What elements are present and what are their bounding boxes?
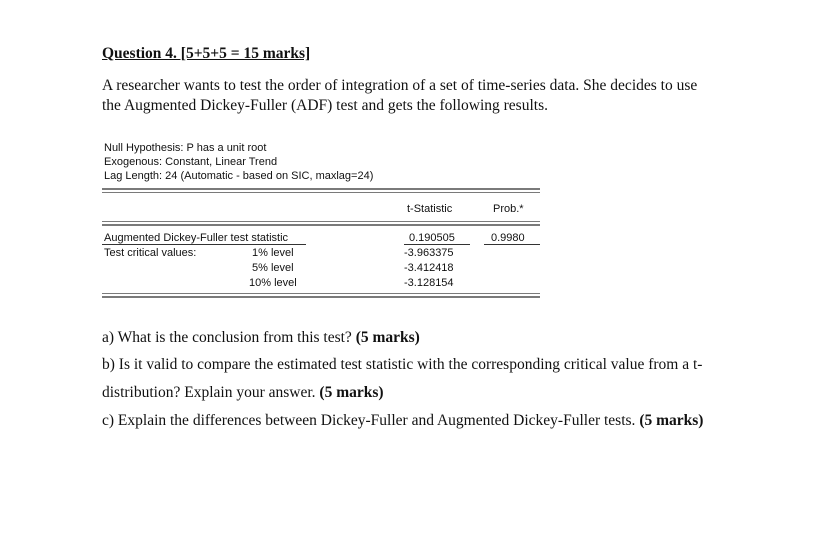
level-10pct-value: -3.128154 — [404, 277, 454, 289]
part-c-text: c) Explain the differences between Dickey-Fuller and Augmented Dickey-Fuller tests. — [102, 412, 640, 429]
part-a-text: a) What is the conclusion from this test? — [102, 329, 356, 346]
lag-length: Lag Length: 24 (Automatic - based on SIC, maxlag=24) — [104, 170, 374, 182]
table-rule-mid-1 — [102, 221, 540, 222]
part-b-line-1: b) Is it valid to compare the estimated test statistic with the corresponding critical value from a t- — [102, 356, 703, 373]
part-a-marks: (5 marks) — [355, 329, 420, 346]
intro-line-1: A researcher wants to test the order of integration of a set of time-series data. She decides to use — [102, 77, 698, 94]
adf-prob-underline — [484, 244, 540, 245]
col-header-prob: Prob.* — [493, 203, 524, 215]
table-rule-mid-2 — [102, 224, 540, 226]
part-c — [102, 412, 703, 430]
part-b-text: distribution? Explain your answer. — [102, 384, 320, 401]
adf-tstat-value: 0.190505 — [409, 232, 455, 244]
adf-stat-label: Augmented Dickey-Fuller test statistic — [104, 232, 289, 244]
part-c-marks: (5 marks) — [639, 412, 704, 429]
table-rule-top-1 — [102, 188, 540, 190]
adf-tstat-underline — [404, 244, 470, 245]
question-title: Question 4. [5+5+5 = 15 marks] — [102, 45, 311, 62]
table-rule-bottom-2 — [102, 296, 540, 298]
col-header-tstat: t-Statistic — [407, 203, 453, 215]
level-1pct-label: 1% level — [252, 247, 294, 259]
part-b-marks: (5 marks) — [319, 384, 384, 401]
critical-values-label: Test critical values: — [104, 247, 197, 259]
level-5pct-value: -3.412418 — [404, 262, 454, 274]
null-hypothesis: Null Hypothesis: P has a unit root — [104, 142, 267, 154]
level-10pct-label: 10% level — [249, 277, 297, 289]
level-5pct-label: 5% level — [252, 262, 294, 274]
exogenous: Exogenous: Constant, Linear Trend — [104, 156, 278, 168]
table-rule-bottom-1 — [102, 293, 540, 294]
level-1pct-value: -3.963375 — [404, 247, 454, 259]
intro-line-2: the Augmented Dickey-Fuller (ADF) test and gets the following results. — [102, 97, 548, 114]
table-rule-top-2 — [102, 192, 540, 193]
adf-label-underline — [102, 244, 306, 245]
part-b-line-2 — [102, 384, 384, 402]
part-a — [102, 329, 420, 347]
adf-prob-value: 0.9980 — [491, 232, 525, 244]
